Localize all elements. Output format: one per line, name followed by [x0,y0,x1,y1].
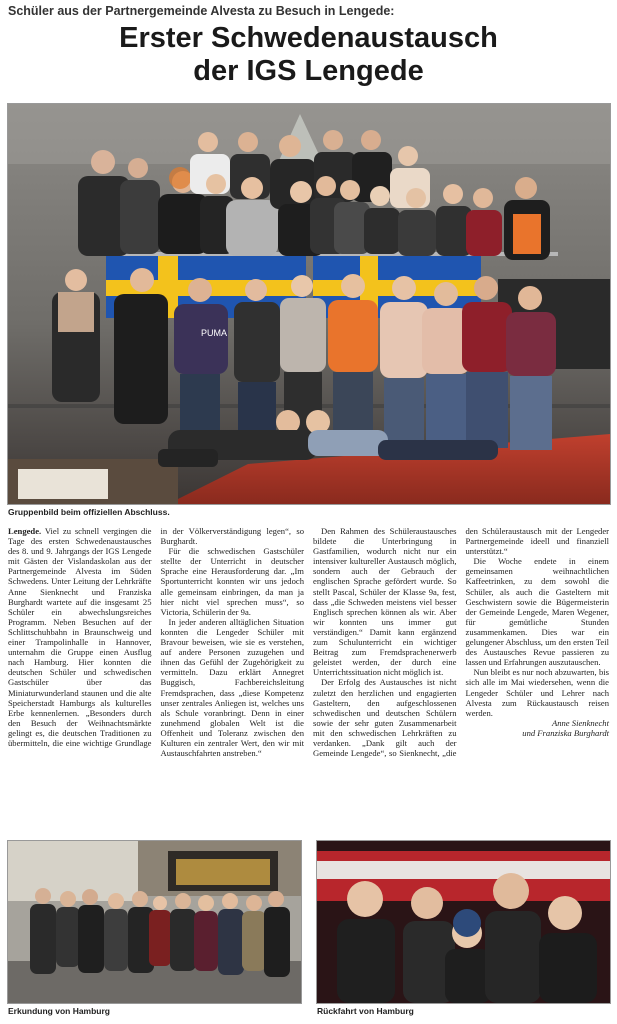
hamburg-photo-drawing [8,841,301,1003]
front-row-people [52,268,556,450]
return-trip-photo-caption: Rückfahrt von Hamburg [317,1006,414,1016]
kicker-line: Schüler aus der Partnergemeinde Alvesta zu Besuch in Lengede: [8,4,395,18]
author-line-2: und Franziska Burghardt [522,727,609,738]
main-group-photo [7,103,611,505]
article-paragraph: Die Woche endete in einem gemeinsamen weihnachtlichen Kaffeetrinken, zu dem sowohl die Schüler, als auch die Gasteltern mit Geschwistern sowie die Bügermeisterin der Gemeinde Lengede, Maren Wegener, für gemütliche Stunden zusammenkamen. Dies war ein gelungener Abschluss, um den ersten Teil des Austausches Revue passieren zu lassen und Erfahrungen auszutauschen. [465,556,609,668]
group-photo-drawing [8,104,610,504]
dateline: Lengede. [8,526,42,536]
article-paragraph: Der Erfolg des Austausches ist nicht zuletzt den herzlichen und engagierten Gasteltern, den aufgeschlossenen schwedischen und deutschen Schülern sowie der sehr guten Zusammenarbeit mit den schwedischen Lehrkräften zu verdanken. „Dank gilt auch der Gemeinde Lengede“, so Sienknecht, „die den Schüleraustausch mit der Lengeder Partnergemeinde ideell und finanziell unterstützt.“ [313,526,609,759]
article-paragraph: Nun bleibt es nur noch abzuwarten, bis sich alle im Mai wiedersehen, wenn die Lengeder Schüler und Lehrer nach Alvesta zum Rückaustausch reisen werden. [465,667,609,718]
hamburg-photo-caption: Erkundung von Hamburg [8,1006,110,1016]
paragraph-text: Viel zu schnell vergingen die Tage des ersten Schwedenaustausches des 8. und 9. Jahrgangs der IGS Lengede mit Gästen der Vislandaskolan aus der Partnergemeinde Alvesta im Süden Schwedens. Unter Leitung der Lehrkräfte Anne Sienknecht und Franziska Burghardt wartete auf die insgesamt 25 Schüler ein abwechslungsreiches Programm. Neben Besuchen auf der Schlittschuhbahn in Braunschweig und einer Trampolinhalle in Hannover, unternahm die Gruppe einen Ausflug nach Hamburg. Hier konnten die deutschen Schüler und schwedischen Gastschüler über das Miniaturwunderland staunen und die alte Speicherstadt Hamburgs als kulturelles Erbe kennenlernen. „Besonders durch den Besuch der Weihnachtsmärkte gelingt es, die deutschen Traditionen zu übermitteln, die eine wichtige Grundlage in der Völkerverständigung legen“, so Burghardt. [8,526,304,748]
article-paragraph: Für die schwedischen Gastschüler stellte der Unterricht in deutscher Sprache eine Herausforderung dar. „Im Sportunterricht konnten wir uns jedoch alle gemeinsam einbringen, da man ja hier nicht viel sprechen muss“, so Victoria, Schülerin der 9a. [160,546,304,617]
crowd [30,888,290,977]
article-paragraph: Den Rahmen des Schüleraustausches bildete die Unterbringung in Gastfamilien, wodurch nicht nur ein intensiver kultureller Austausch möglich, sondern auch der Gebrauch der englischen Sprache gefördert wurde. So stellt Pascal, Schüler der Klasse 9a, fest, dass „die Schweden meistens viel besser Englisch sprechen können als wir. Aber wir konnten uns immer gut verständigen.“ Damit kann ergänzend zum Schulunterricht ein wichtiger Beitrag zum Fremdsprachenerwerb geleistet werden, der durch eine Unterrichtssituation nicht möglich ist. [313,526,457,678]
shirt-print: PUMA [201,328,228,338]
headline-line-1: Erster Schwedenaustausch [119,22,498,54]
return-trip-photo [316,840,611,1004]
author-line-1: Anne Sienknecht [551,717,609,728]
article-paragraph: In jeder anderen alltäglichen Situation konnten die Lengeder Schüler mit Bravour beweisen, wie sie es verstehen, auf andere Personen zuzugehen und ihnen das Gefühl der Zugehörigkeit zu vermitteln. Dazu erklärt Annegret Buggisch, Fachbereichsleitung Fremdsprachen, dass „diese Kompetenz unser zentrales Anliegen ist, welches uns als Schule voranbringt. Denn in einer zunehmend globalen Welt ist die Offenheit und Toleranz zwischen den Kulturen ein zentraler Wert, den wir mit Austauschfahrten anstreben.“ [160,616,304,759]
hamburg-photo [7,840,302,1004]
article-body [8,526,609,830]
return-trip-photo-drawing [317,841,610,1003]
headline-line-2: der IGS Lengede [193,55,424,87]
main-photo-caption: Gruppenbild beim offiziellen Abschluss. [8,507,170,517]
headline [0,22,617,88]
